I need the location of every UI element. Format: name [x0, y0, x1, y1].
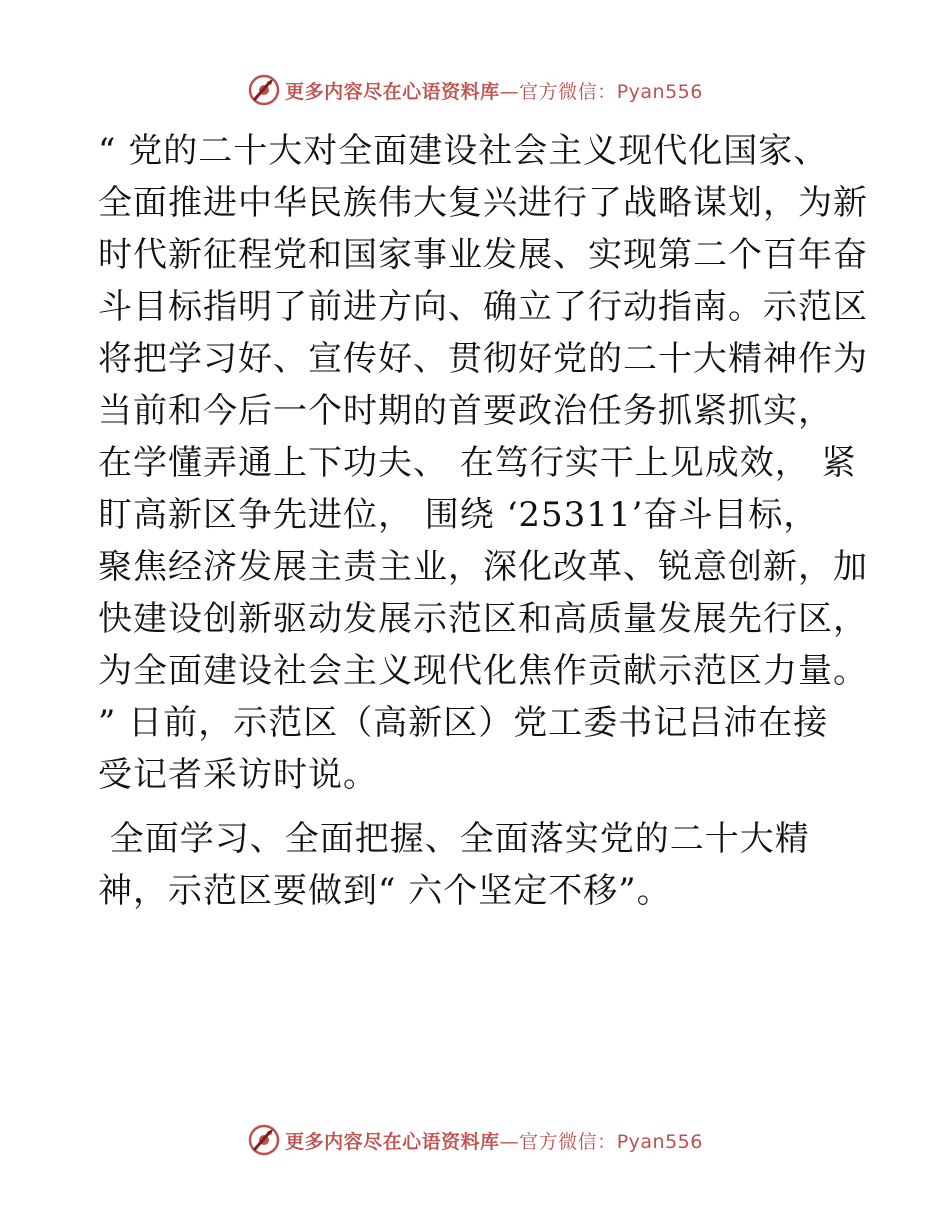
banner-text — [285, 1127, 703, 1154]
banner-contact-label: 官方微信： — [519, 80, 617, 103]
text-line: 在学懂弄通上下功夫、 在笃行实干上见成效， 紧 — [98, 443, 857, 483]
text-line: 神，示范区要做到“ 六个坚定不移”。 — [98, 871, 672, 911]
banner-contact-id: Pyan556 — [616, 1130, 703, 1153]
banner-separator: — — [499, 80, 520, 103]
banner-brand: 更多内容尽在心语资料库 — [285, 80, 500, 103]
text-line: 受记者采访时说。 — [98, 755, 378, 795]
text-line: 盯高新区争先进位， 围绕 ‘25311’奋斗目标， — [98, 495, 819, 535]
banner-brand: 更多内容尽在心语资料库 — [285, 1130, 500, 1153]
banner-contact-label: 官方微信： — [519, 1130, 617, 1153]
banner-text — [285, 77, 703, 104]
paragraph-spacer — [98, 801, 858, 813]
text-line: 时代新征程党和国家事业发展、实现第二个百年奋 — [98, 235, 868, 275]
text-line: 为全面建设社会主义现代化焦作贡献示范区力量。 — [98, 651, 868, 691]
seal-logo-icon — [247, 73, 281, 107]
paragraph-1 — [98, 125, 868, 801]
text-line: 全面推进中华民族伟大复兴进行了战略谋划，为新 — [98, 183, 868, 223]
header-banner — [0, 70, 950, 110]
seal-logo-icon — [247, 1123, 281, 1157]
text-line: “ 党的二十大对全面建设社会主义现代化国家、 — [98, 131, 829, 171]
document-body — [98, 125, 868, 917]
text-line: 斗目标指明了前进方向、确立了行动指南。示范区 — [98, 287, 868, 327]
footer-banner — [0, 1120, 950, 1160]
text-line: 快建设创新驱动发展示范区和高质量发展先行区， — [98, 599, 868, 639]
text-line: 当前和今后一个时期的首要政治任务抓紧抓实， — [98, 391, 833, 431]
text-line: ” 日前，示范区（高新区）党工委书记吕沛在接 — [98, 703, 829, 743]
text-line: 聚焦经济发展主责主业，深化改革、锐意创新，加 — [98, 547, 868, 587]
text-line: 全面学习、全面把握、全面落实党的二十大精 — [98, 819, 810, 859]
paragraph-2 — [98, 813, 858, 917]
text-line: 将把学习好、宣传好、贯彻好党的二十大精神作为 — [98, 339, 868, 379]
banner-separator: — — [499, 1130, 520, 1153]
banner-contact-id: Pyan556 — [616, 80, 703, 103]
